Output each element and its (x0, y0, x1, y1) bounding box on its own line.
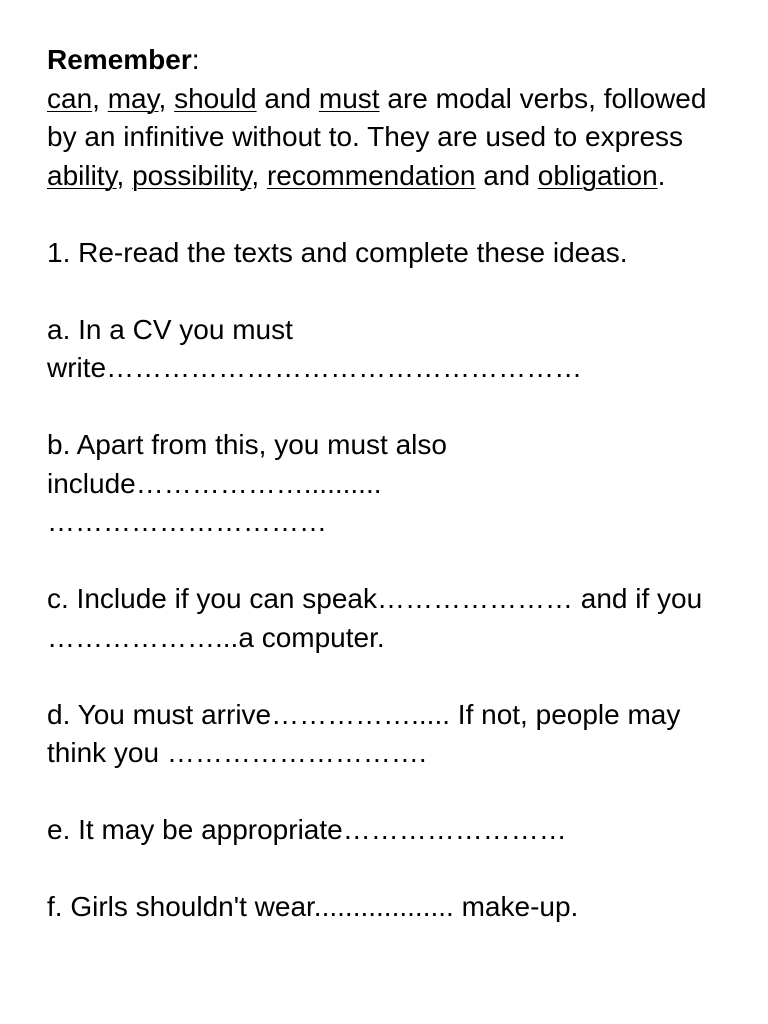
remember-paragraph (47, 80, 737, 196)
instruction-text: 1. Re-read the texts and complete these ideas. (47, 236, 628, 268)
remember-sep-5: , (116, 159, 133, 191)
spacer (47, 272, 737, 311)
remember-sep-6: , (251, 159, 267, 191)
item-f: f. Girls shouldn't wear.................. make-up. (47, 891, 579, 922)
item-c: c. Include if you can speak………………… and if you ………………...a computer. (47, 583, 703, 653)
use-obligation: obligation (537, 159, 658, 191)
item-a-line-1: a. In a CV you must (47, 313, 293, 345)
spacer (47, 850, 737, 889)
spacer (47, 773, 737, 812)
item-b-line-1: b. Apart from this, you must also (47, 429, 447, 460)
use-ability: ability (47, 159, 117, 191)
remember-sep-7: and (475, 159, 538, 191)
spacer (47, 657, 737, 696)
item-e: e. It may be appropriate…………………… (47, 814, 567, 845)
worksheet-page (47, 41, 737, 927)
remember-heading-line (47, 41, 737, 80)
spacer (47, 542, 737, 581)
item-d: d. You must arrive……………..... If not, people may think you ………………………. (47, 698, 681, 768)
item-b-line-3: ………………………… (47, 506, 327, 537)
use-possibility: possibility (132, 159, 252, 191)
modal-can: can (47, 82, 93, 114)
item-b-line-2: include……………….......... (47, 467, 382, 499)
modal-may: may (107, 82, 159, 114)
item-a-line-2: write…………………………………………… (47, 352, 583, 383)
remember-sep-8: . (657, 159, 666, 191)
spacer (47, 388, 737, 427)
remember-sep-2: , (158, 82, 175, 114)
use-recommendation: recommendation (266, 159, 476, 191)
modal-should: should (174, 82, 257, 114)
modal-must: must (318, 82, 380, 114)
remember-heading: Remember (47, 44, 192, 75)
remember-sep-4: are modal verbs, followed by an infinitive without to. They are used to express (47, 82, 707, 152)
remember-sep-1: , (92, 82, 108, 114)
spacer (47, 195, 737, 234)
remember-colon: : (191, 44, 200, 75)
remember-sep-3: and (256, 82, 319, 114)
